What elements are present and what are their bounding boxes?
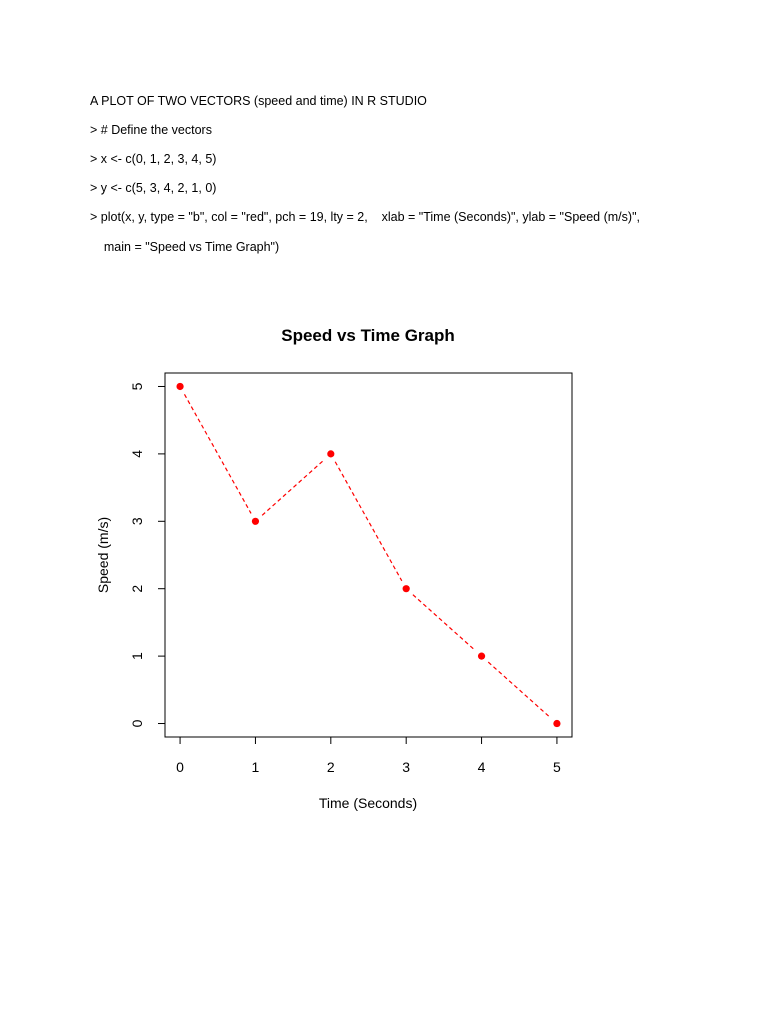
x-axis-label: Time (Seconds)	[318, 795, 418, 811]
y-tick-label: 2	[129, 584, 145, 593]
code-plot-continuation-line: main = "Speed vs Time Graph")	[90, 240, 280, 254]
code-x-vector-line: > x <- c(0, 1, 2, 3, 4, 5)	[90, 152, 217, 166]
series-line-segment	[184, 394, 251, 513]
x-tick-label: 1	[251, 759, 260, 775]
x-tick-label: 2	[326, 759, 335, 775]
y-tick-label: 5	[129, 382, 145, 391]
y-tick-label: 4	[129, 449, 145, 458]
data-point	[403, 585, 410, 592]
y-tick-label: 1	[129, 652, 145, 661]
x-tick-label: 4	[477, 759, 486, 775]
heading-line: A PLOT OF TWO VECTORS (speed and time) IN R STUDIO	[90, 94, 427, 108]
y-axis	[129, 382, 165, 727]
y-tick-label: 0	[129, 719, 145, 728]
data-point	[478, 653, 485, 660]
y-axis-label: Speed (m/s)	[95, 516, 111, 594]
chart-title: Speed vs Time Graph	[281, 326, 455, 345]
series-line-segment	[335, 462, 402, 581]
series-line-segment	[413, 595, 475, 650]
series-line-segment	[262, 460, 324, 515]
x-tick-label: 0	[176, 759, 184, 775]
x-tick-label: 3	[402, 759, 411, 775]
data-point	[252, 518, 259, 525]
data-point	[176, 383, 183, 390]
code-plot-line: > plot(x, y, type = "b", col = "red", pch = 19, lty = 2, xlab = "Time (Seconds)", ylab = "Speed (m/s)",	[90, 210, 640, 224]
series-layer	[176, 383, 560, 727]
data-point	[553, 720, 560, 727]
code-y-vector-line: > y <- c(5, 3, 4, 2, 1, 0)	[90, 181, 217, 195]
series-line-segment	[488, 662, 550, 717]
data-point	[327, 450, 334, 457]
code-comment-line: > # Define the vectors	[90, 123, 212, 137]
y-tick-label: 3	[129, 517, 145, 526]
x-axis	[176, 737, 561, 775]
x-tick-label: 5	[553, 759, 561, 775]
